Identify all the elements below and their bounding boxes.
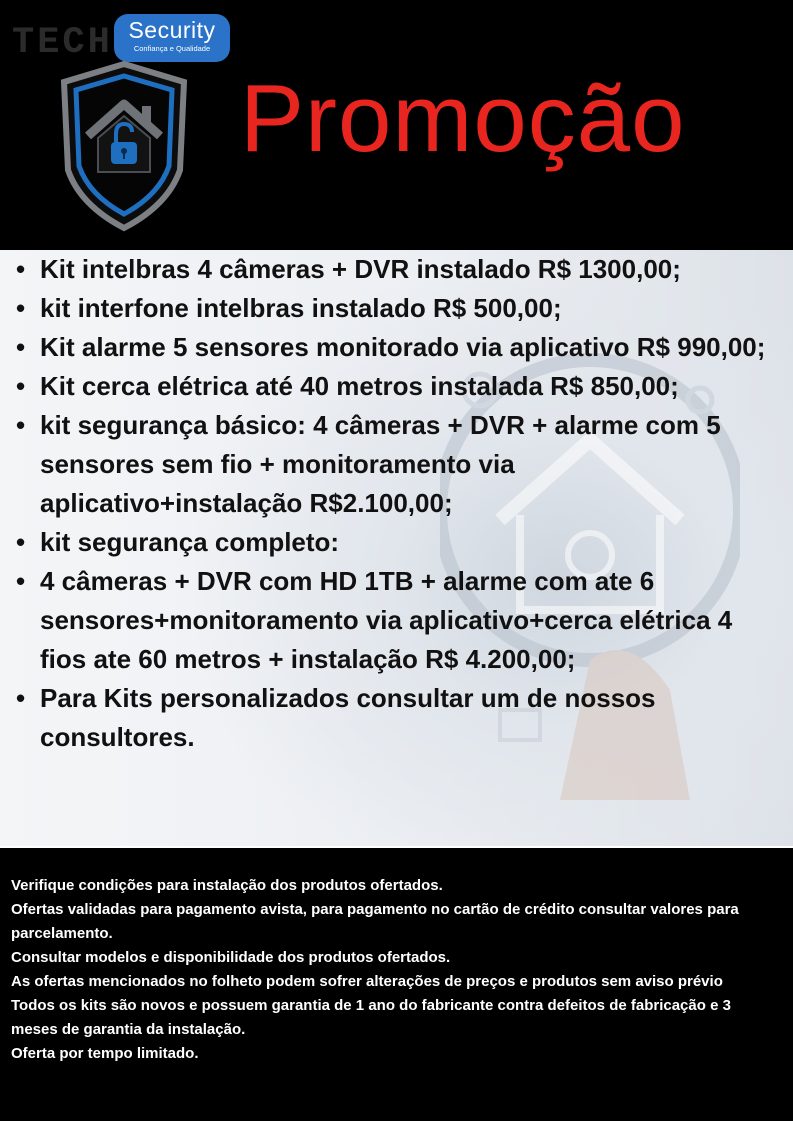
brand-tech-text: TECH — [12, 22, 113, 64]
offer-item: • kit segurança completo: — [12, 523, 772, 562]
shield-house-lock-icon — [58, 60, 190, 232]
offer-item: • Kit alarme 5 sensores monitorado via aplicativo R$ 990,00; — [12, 328, 772, 367]
note-line: Verifique condições para instalação dos produtos ofertados. — [11, 877, 443, 894]
offer-item: • Para Kits personalizados consultar um de nossos consultores. — [12, 679, 772, 757]
offers-panel — [0, 250, 793, 848]
offer-item: • kit interfone intelbras instalado R$ 500,00; — [12, 289, 772, 328]
brand-pill — [114, 14, 230, 62]
offer-item: • kit segurança básico: 4 câmeras + DVR + alarme com 5 sensores sem fio + monitoramento via aplicativo+instalação R$2.100,00; — [12, 406, 772, 523]
note-line: Oferta por tempo limitado. — [11, 1045, 199, 1062]
offer-item: • 4 câmeras + DVR com HD 1TB + alarme com ate 6 sensores+monitoramento via aplicativo+cerca elétrica 4 fios ate 60 metros + instalação R$ 4.200,00; — [12, 562, 772, 679]
note-line: Todos os kits são novos e possuem garantia de 1 ano do fabricante contra defeitos de fabricação e 3 meses de garantia da instalação. — [11, 997, 731, 1038]
offer-item: • Kit cerca elétrica até 40 metros instalada R$ 850,00; — [12, 367, 772, 406]
note-line: Consultar modelos e disponibilidade dos produtos ofertados. — [11, 949, 451, 966]
notes-block — [11, 874, 771, 1066]
brand-name: Security — [128, 17, 216, 43]
note-line: As ofertas mencionados no folheto podem sofrer alterações de preços e produtos sem aviso prévio — [11, 973, 723, 990]
note-line: Ofertas validadas para pagamento avista, para pagamento no cartão de crédito consultar valores para parcelamento. — [11, 901, 739, 942]
page-title: Promoção — [240, 65, 686, 172]
brand-tagline: Confiança e Qualidade — [133, 44, 211, 53]
footer-notes — [0, 848, 793, 1121]
brand-logo — [10, 14, 240, 62]
offer-item: • Kit intelbras 4 câmeras + DVR instalado R$ 1300,00; — [12, 250, 772, 289]
header — [0, 0, 793, 250]
offers-list — [12, 250, 772, 757]
